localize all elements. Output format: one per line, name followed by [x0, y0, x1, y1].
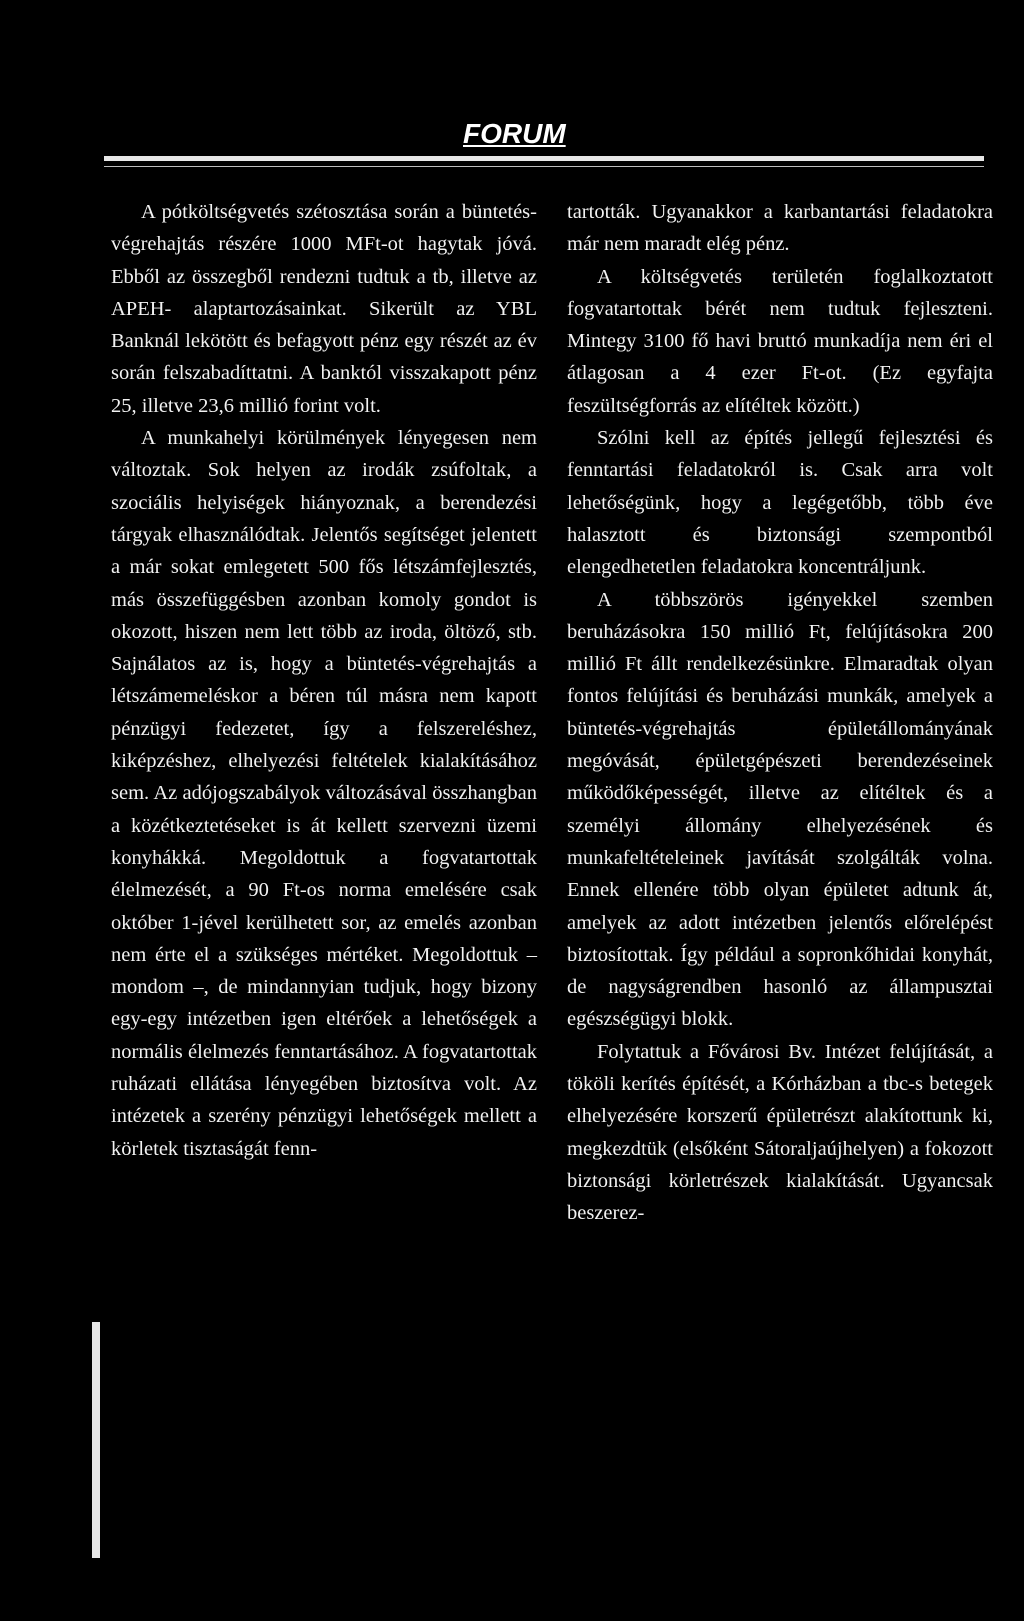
paragraph: Szólni kell az építés jellegű fejlesztési és fenntartási feladatokról is. Csak arra volt lehetőségünk, hogy a legégetőbb, több éve halasztott és biztonsági szempontból elengedhetetlen feladatokra koncentráljunk.: [567, 427, 993, 579]
paragraph: A költségvetés területén foglalkoztatott fogvatartottak bérét nem tudtuk fejleszteni. Mintegy 3100 fő havi bruttó munkadíja nem éri el átlagosan a 4 ezer Ft-ot. (Ez egyfajta feszültségforrás az elítéltek között.): [567, 265, 993, 417]
paragraph: A többszörös igényekkel szemben beruházásokra 150 millió Ft, felújításokra 200 millió Ft állt rendelkezésünkre. Elmaradtak olyan fontos felújítási és beruházási munkák, amelyek a büntetés-végrehajtás épületállományának megóvását, épületgépészeti berendezéseinek működőképességét, illetve az elítéltek és a személyi állomány elhelyezésének és munkafeltételeinek javítását szolgálták volna. Ennek ellenére több olyan épületet adtunk át, amelyek az adott intézetben jelentős előrelépést biztosítottak. Így például a sopronkőhidai konyhát, de nagyságrendben hasonló az állampusztai egészségügyi blokk.: [567, 588, 993, 1031]
header-rule-thick: [104, 156, 984, 161]
left-column: [111, 196, 537, 1165]
right-column: [567, 196, 993, 1230]
section-title: FORUM: [463, 118, 566, 149]
paragraph-continued: tartották. Ugyanakkor a karbantartási feladatokra már nem maradt elég pénz.: [567, 201, 993, 256]
paragraph: A pótköltségvetés szétosztása során a büntetés-végrehajtás részére 1000 MFt-ot hagytak jóvá. Ebből az összegből rendezni tudtuk a tb, illetve az APEH- alaptartozásainkat. Sikerült az YBL Banknál lekötött és befagyott pénz egy részét az év során felszabadíttatni. A banktól visszakapott pénz 25, illetve 23,6 millió forint volt.: [111, 201, 537, 417]
margin-bar: [92, 1322, 100, 1558]
paragraph: Folytattuk a Fővárosi Bv. Intézet felújítását, a tököli kerítés építését, a Kórházban a tbc-s betegek elhelyezésére korszerű épületrészt alakítottunk ki, megkezdtük (elsőként Sátoraljaújhelyen) a fokozott biztonsági körletrészek kialakítását. Ugyancsak beszerez-: [567, 1040, 993, 1225]
paragraph: A munkahelyi körülmények lényegesen nem változtak. Sok helyen az irodák zsúfoltak, a szociális helyiségek hiányoznak, a berendezési tárgyak elhasználódtak. Jelentős segítséget jelentett a már sokat emlegetett 500 fős létszámfejlesztés, más összefüggésben azonban komoly gondot is okozott, hiszen nem lett több az iroda, öltöző, stb. Sajnálatos az is, hogy a büntetés-végrehajtás a létszámemeléskor a béren túl másra nem kapott pénzügyi fedezetet, így a felszereléshez, kiképzéshez, elhelyezési feltételek kialakításához sem. Az adójogszabályok változásával összhangban a közétkeztetéseket is át kellett szervezni üzemi konyhákká. Megoldottuk a fogvatartottak élelmezését, a 90 Ft-os norma emelésére csak október 1-jével kerülhetett sor, az emelés azonban nem érte el a szükséges mértéket. Megoldottuk – mondom –, de mindannyian tudjuk, hogy bizony egy-egy intézetben igen eltérőek a lehetőségek a normális élelmezés fenntartásához. A fogvatartottak ruházati ellátása lényegében biztosítva volt. Az intézetek a szerény pénzügyi lehetőségek mellett a körletek tisztaságát fenn-: [111, 427, 537, 1160]
header-rule-thin: [104, 166, 984, 167]
